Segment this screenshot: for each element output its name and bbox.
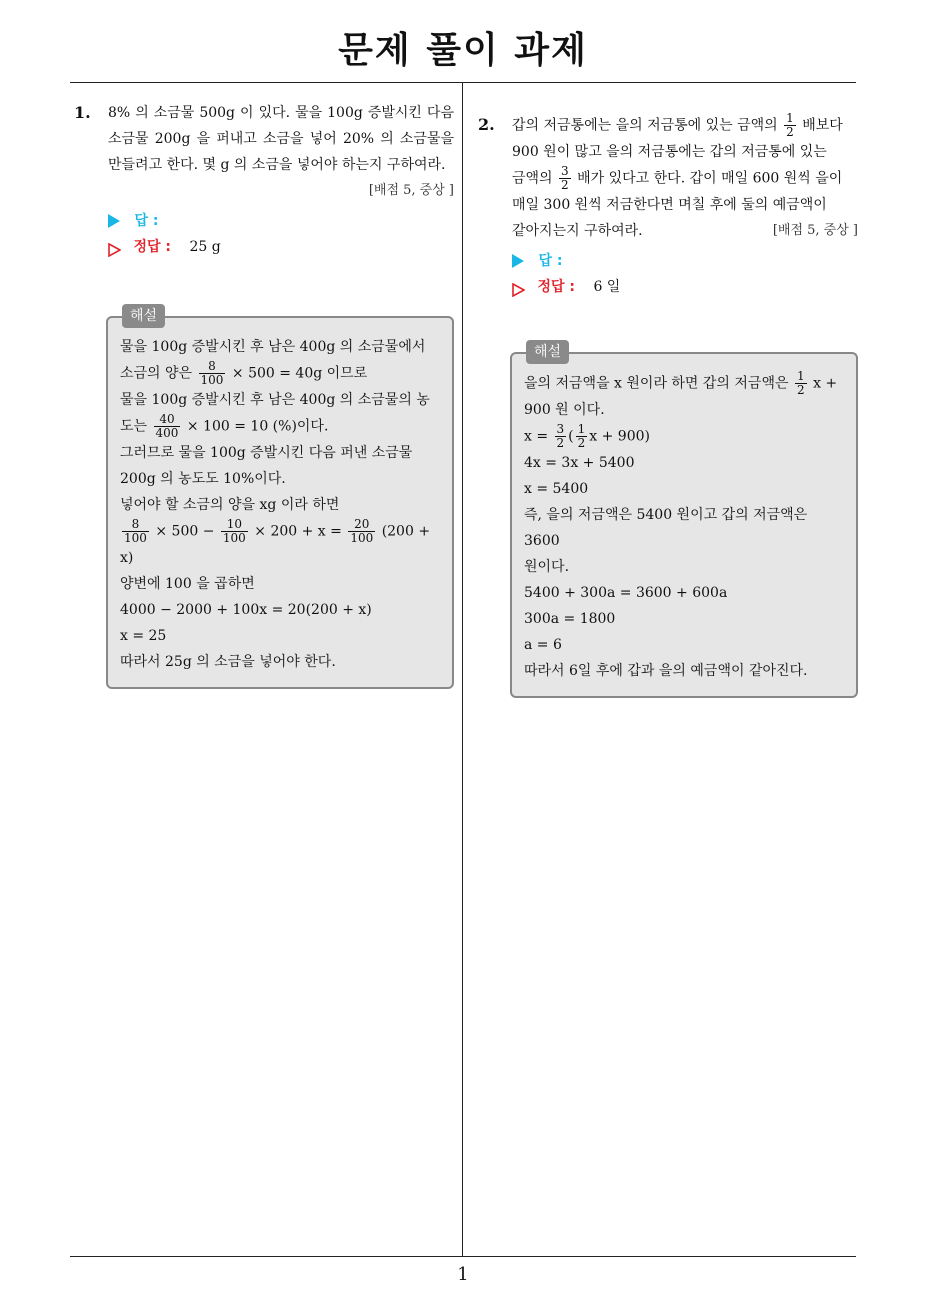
fraction: $\frac{3}{2}$ xyxy=(561,164,569,192)
fraction: $\frac{40}{400}$ xyxy=(155,412,179,440)
solution-line: 그러므로 물을 100g 증발시킨 다음 퍼낸 소금물 xyxy=(120,445,413,461)
question-text: 8% 의 소금물 500g 이 있다. 물을 100g 증발시킨 다음 소금물 200g 을 퍼내고 소금을 넣어 20% 의 소금물을 만들려고 한다. 몇 g 의 소금을 넣어야 하는지 구하여라. [배점 5, 중상 ] xyxy=(108,100,454,204)
fraction: $\frac{20}{100}$ xyxy=(350,517,374,545)
solution-line: 을의 저금액을 x 원이라 하면 갑의 저금액은 $\frac{1}{2}$ x + xyxy=(524,369,838,397)
outline-triangle-icon xyxy=(512,280,525,294)
solution-line: 넣어야 할 소금의 양을 xg 이라 하면 xyxy=(120,497,340,513)
outline-triangle-icon xyxy=(108,240,121,254)
correct-answer-value: 25 g xyxy=(189,239,221,255)
question-number: 2. xyxy=(478,115,495,134)
filled-triangle-icon xyxy=(512,254,524,268)
fraction: $\frac{1}{2}$ xyxy=(577,422,586,450)
solution-equation: 5400 + 300a = 3600 + 600a xyxy=(524,585,728,601)
solution-equation: 4000 − 2000 + 100x = 20(200 + x) xyxy=(120,602,372,618)
column-divider xyxy=(462,82,463,1257)
question-1 xyxy=(72,100,454,689)
answer-label: 답 : xyxy=(538,253,563,269)
solution-tag: 해설 xyxy=(526,340,569,364)
solution-tag: 해설 xyxy=(122,304,165,328)
solution-box xyxy=(106,308,454,689)
correct-answer-row xyxy=(512,274,858,300)
solution-line: 900 원 이다. xyxy=(524,402,605,418)
correct-answer-label: 정답 : xyxy=(537,279,575,295)
solution-line: 물을 100g 증발시킨 후 남은 400g 의 소금물의 농 xyxy=(120,392,430,408)
fraction: $\frac{10}{100}$ xyxy=(222,517,246,545)
solution-line: 소금의 양은 $\frac{8}{100}$ × 500 = 40g 이므로 xyxy=(120,359,368,387)
solution-box xyxy=(510,344,858,698)
solution-equation: x = 25 xyxy=(120,628,167,644)
top-rule xyxy=(70,82,856,83)
answer-row xyxy=(512,248,858,274)
page-number: 1 xyxy=(457,1264,469,1285)
solution-equation: $\frac{8}{100}$ × 500 − $\frac{10}{100}$ × 200 + x = $\frac{20}{100}$ (200 + x) xyxy=(120,517,431,566)
answer-row xyxy=(108,208,454,234)
solution-equation: 4x = 3x + 5400 xyxy=(524,455,635,471)
score-label: [배점 5, 중상 ] xyxy=(368,183,454,198)
fraction: $\frac{1}{2}$ xyxy=(796,369,805,397)
page-title: 문제 풀이 과제 xyxy=(338,30,588,71)
solution-conclusion: 따라서 6일 후에 갑과 을의 예금액이 같아진다. xyxy=(524,663,808,679)
solution-line: 200g 의 농도도 10%이다. xyxy=(120,471,286,487)
solution-equation: x = $\frac{3}{2}$ ( $\frac{1}{2}$ x + 900) xyxy=(524,422,650,450)
solution-equation: a = 6 xyxy=(524,637,562,653)
solution-equation: x = 5400 xyxy=(524,481,589,497)
bottom-rule xyxy=(70,1256,856,1257)
fraction: $\frac{3}{2}$ xyxy=(556,422,565,450)
solution-line: 즉, 을의 저금액은 5400 원이고 갑의 저금액은 3600 xyxy=(524,507,808,549)
filled-triangle-icon xyxy=(108,214,120,228)
question-number: 1. xyxy=(74,103,91,122)
solution-line: 양변에 100 을 곱하면 xyxy=(120,576,255,592)
solution-conclusion: 따라서 25g 의 소금을 넣어야 한다. xyxy=(120,654,336,670)
score-label: [배점 5, 중상 ] xyxy=(772,223,858,238)
solution-line: 도는 $\frac{40}{400}$ × 100 = 10 (%)이다. xyxy=(120,412,329,440)
solution-equation: 300a = 1800 xyxy=(524,611,616,627)
answer-label: 답 : xyxy=(134,213,159,229)
correct-answer-label: 정답 : xyxy=(133,239,171,255)
question-text: 갑의 저금통에는 을의 저금통에 있는 금액의 $\frac{1}{2}$ 배보다 900 원이 많고 을의 저금통에는 갑의 저금통에 있는 금액의 $\frac{3}{2}$ 배가 있다고 한다. 갑이 매일 600 원씩 을이 매일 300 원씩 저금한다면 며칠 후에 둘의 예금액이 같아지는지 구하여라. [배점 5, 중상 ] xyxy=(512,112,858,244)
fraction: $\frac{1}{2}$ xyxy=(786,111,794,139)
fraction: $\frac{8}{100}$ xyxy=(124,517,147,545)
solution-line: 물을 100g 증발시킨 후 남은 400g 의 소금물에서 xyxy=(120,339,426,355)
fraction: $\frac{8}{100}$ xyxy=(200,359,224,387)
question-2 xyxy=(476,112,858,698)
solution-line: 원이다. xyxy=(524,559,570,575)
correct-answer-value: 6 일 xyxy=(593,279,621,295)
correct-answer-row xyxy=(108,234,454,260)
